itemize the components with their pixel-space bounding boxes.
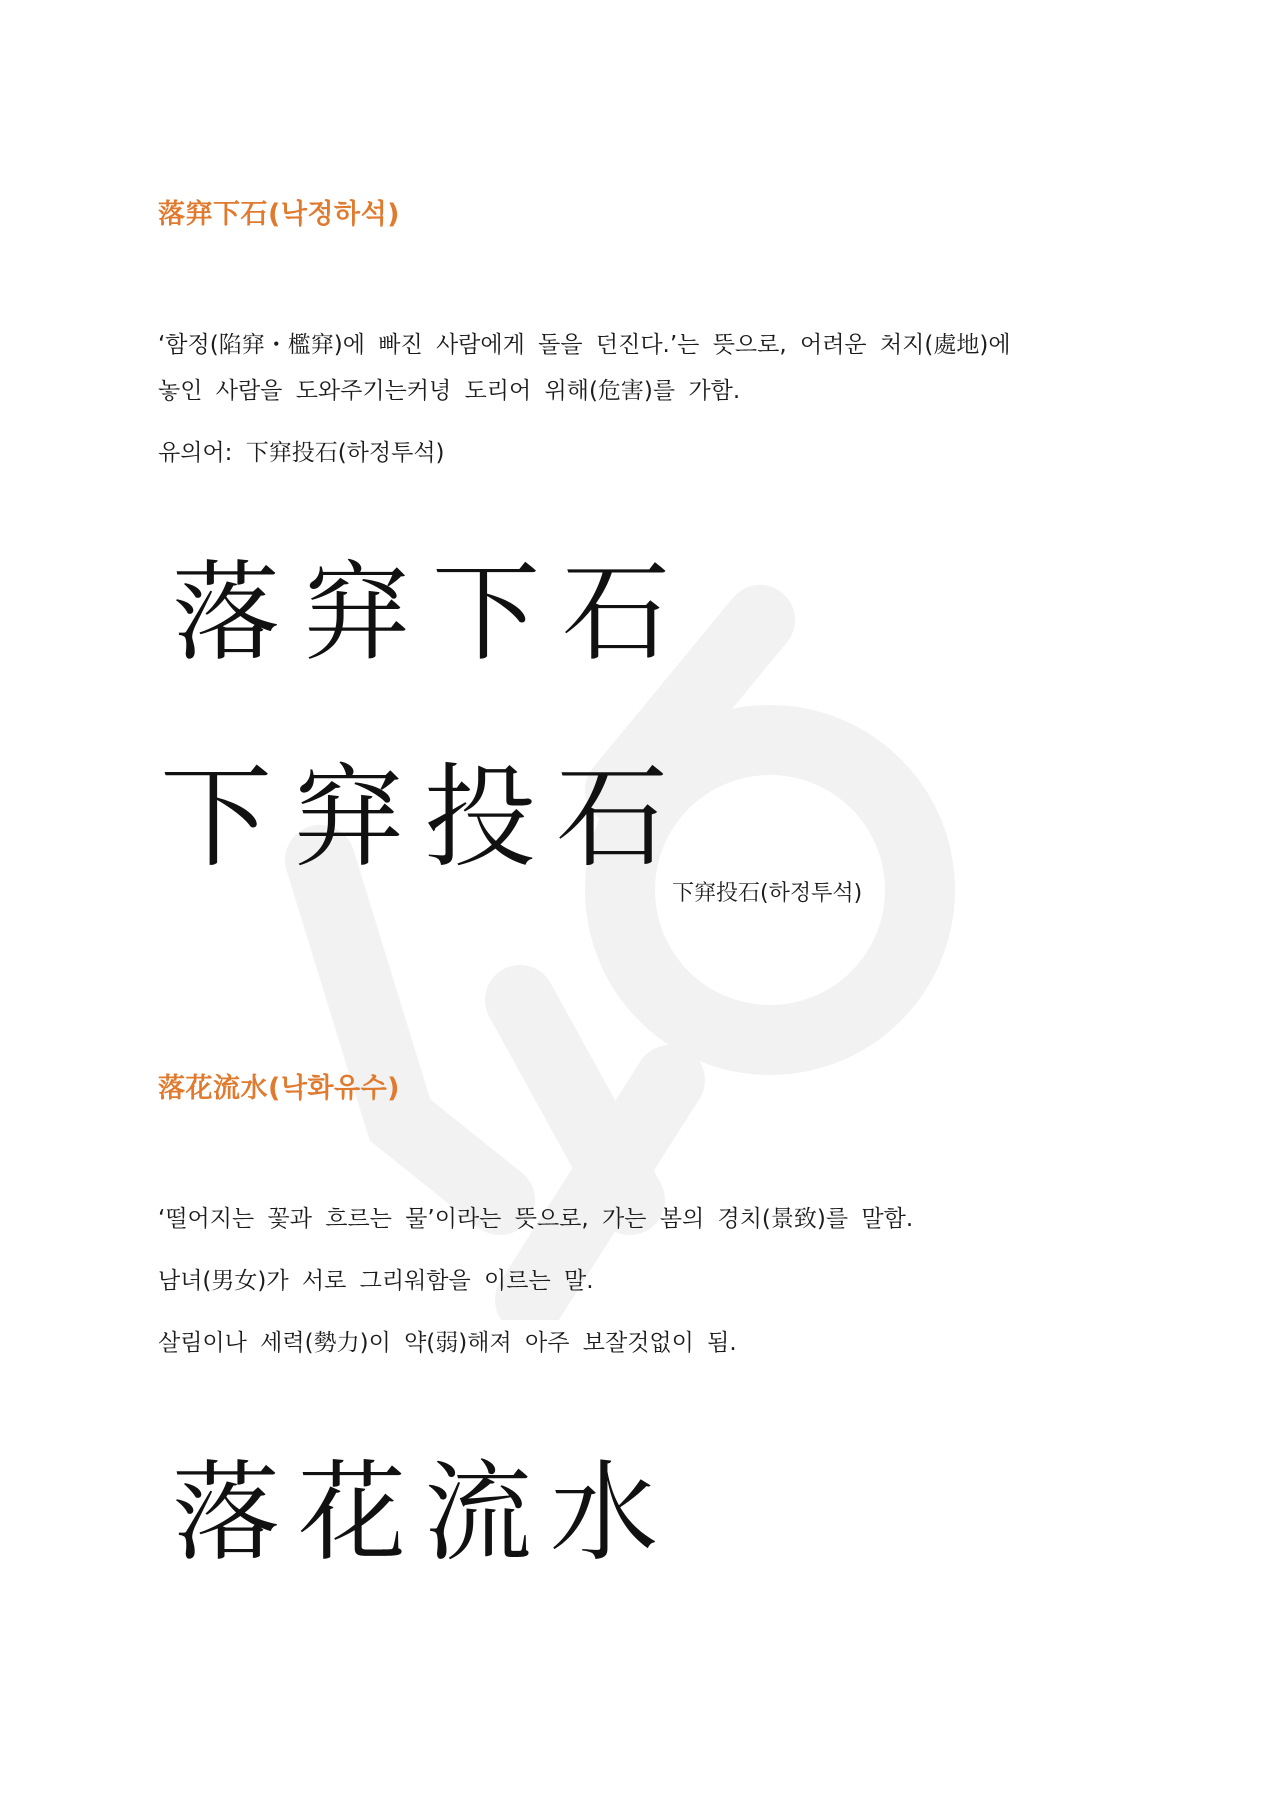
entry-heading: 落花流水(낙화유수) xyxy=(158,1073,401,1104)
definition-line: 살림이나 세력(勢力)이 약(弱)해져 아주 보잘것없이 됨. xyxy=(158,1330,737,1356)
definition-line: 남녀(男女)가 서로 그리워함을 이르는 말. xyxy=(158,1268,594,1294)
definition-line: ‘함정(陷穽・檻穽)에 빠진 사람에게 돌을 던진다.’는 뜻으로, 어려운 처지(處地)에 xyxy=(158,332,1011,358)
seal-caption: 下穽投石(하정투석) xyxy=(672,881,863,906)
definition-line: 놓인 사람을 도와주기는커녕 도리어 위해(危害)를 가함. xyxy=(158,378,741,404)
seal-script-image: 下穽投石 xyxy=(160,753,688,883)
seal-script-image: 落穽下石 xyxy=(172,551,693,676)
definition-line: ‘떨어지는 꽃과 흐르는 물’이라는 뜻으로, 가는 봄의 경치(景致)를 말함. xyxy=(158,1206,914,1232)
entry-heading: 落穽下石(낙정하석) xyxy=(158,199,401,230)
synonym-line: 유의어: 下穽投石(하정투석) xyxy=(158,440,445,466)
seal-script-image: 落花流水 xyxy=(172,1451,677,1576)
